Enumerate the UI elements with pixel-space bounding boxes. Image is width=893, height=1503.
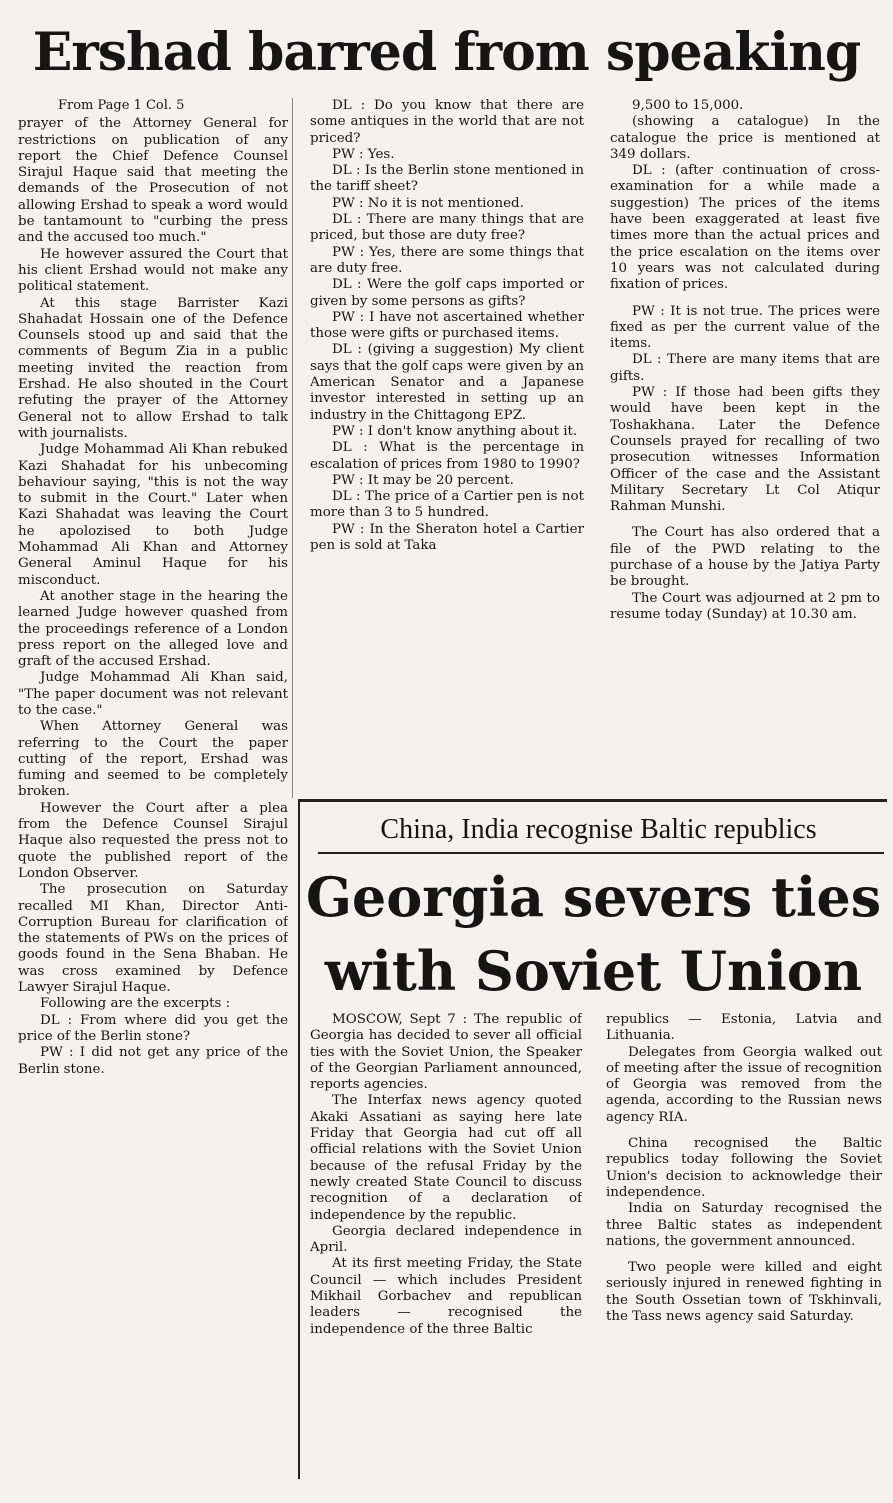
second-article-kicker: China, India recognise Baltic republics xyxy=(380,814,817,845)
paragraph: When Attorney General was referring to the Court the paper cutting of the report, Ershad was fuming and seemed to be completely broken. xyxy=(18,719,288,800)
paragraph: The Court was adjourned at 2 pm to resume today (Sunday) at 10.30 am. xyxy=(610,590,880,622)
paragraph: PW : Yes. xyxy=(332,146,395,162)
paragraph: However the Court after a plea from the Defence Counsel Sirajul Haque also requested the press not to quote the published report of the London Observer. xyxy=(18,800,288,881)
paragraph: PW : I don't know anything about it. xyxy=(332,423,578,439)
paragraph: The Interfax news agency quoted Akaki Assatiani as saying here late Friday that Georgia had cut off all official relations with the Soviet Union because of the refusal Friday by the newly created State Council to discuss recognition of a declaration of independence by the republic. xyxy=(310,1093,582,1223)
paragraph: DL : What is the percentage in escalation of prices from 1980 to 1990? xyxy=(310,440,584,472)
paragraph: MOSCOW, Sept 7 : The republic of Georgia has decided to sever all official ties with the Soviet Union, the Speaker of the Georgian Parliament announced, reports agencies. xyxy=(310,1012,582,1093)
paragraph: Two people were killed and eight seriously injured in renewed fighting in the South Ossetian town of Tskhinvali, the Tass news agency said Saturday. xyxy=(606,1260,882,1325)
paragraph: Judge Mohammad Ali Khan said, "The paper document was not relevant to the case." xyxy=(18,670,288,718)
paragraph: PW : It is not true. The prices were fixed as per the current value of the items. xyxy=(610,303,880,352)
main-article-column-2 xyxy=(310,98,584,798)
paragraph: At its first meeting Friday, the State Council — which includes President Mikhail Gorbachev and republican leaders — recognised the independence of the three Baltic xyxy=(310,1256,582,1337)
paragraph: Following are the excerpts : xyxy=(40,996,231,1012)
main-article-column-1 xyxy=(18,98,288,1470)
paragraph: India on Saturday recognised the three Baltic states as independent nations, the government announced. xyxy=(606,1201,882,1249)
paragraph: PW : I did not get any price of the Berlin stone. xyxy=(18,1045,288,1077)
paragraph: DL : There are many things that are priced, but those are duty free? xyxy=(310,212,584,244)
paragraph: Judge Mohammad Ali Khan rebuked Kazi Shahadat for his unbecoming behaviour saying, "this is not the way to submit in the Court." Later when Kazi Shahadat was leaving the Court he apolozised to both Judge Mohammad Ali Khan and Attorney General Aminul Haque for his misconduct. xyxy=(18,442,288,588)
paragraph: PW : It may be 20 percent. xyxy=(332,472,514,488)
paragraph: Delegates from Georgia walked out of meeting after the issue of recognition of Georgia was removed from the agenda, according to the Russian news agency RIA. xyxy=(606,1044,882,1125)
paragraph: PW : In the Sheraton hotel a Cartier pen is sold at Taka xyxy=(310,521,584,554)
paragraph: The Court has also ordered that a file of the PWD relating to the purchase of a house by the Jatiya Party be brought. xyxy=(610,525,880,590)
paragraph: PW : No it is not mentioned. xyxy=(332,195,524,211)
paragraph: Georgia declared independence in April. xyxy=(310,1223,582,1256)
paragraph: DL : (giving a suggestion) My client says that the golf caps were given by an American Senator and a Japanese investor interested in setting up an industry in the Chittagong EPZ. xyxy=(310,342,584,423)
article-separator-rule xyxy=(298,799,887,802)
paragraph: PW : Yes, there are some things that are duty free. xyxy=(310,244,584,276)
paragraph: DL : There are many items that are gifts. xyxy=(610,352,880,384)
column-divider xyxy=(292,98,293,798)
second-article-column-1 xyxy=(310,1012,582,1472)
paragraph: DL : Were the golf caps imported or given by some persons as gifts? xyxy=(310,277,584,309)
main-article-column-3 xyxy=(610,98,880,798)
main-headline: Ershad barred from speaking xyxy=(32,22,861,83)
paragraph: prayer of the Attorney General for restrictions on publication of any report the Chief Defence Counsel Sirajul Haque said that meeting the demands of the Prosecution of not allowing Ershad to speak a word would be tantamount to "curbing the press and the accused too much." xyxy=(18,116,288,246)
second-article-column-2 xyxy=(606,1012,882,1472)
paragraph: The prosecution on Saturday recalled MI Khan, Director Anti-Corruption Bureau for clarification of the statements of PWs on the prices of goods found in the Sena Bhaban. He was cross examined by Defence Lawyer Sirajul Haque. xyxy=(18,882,288,996)
paragraph: republics — Estonia, Latvia and Lithuania. xyxy=(606,1012,882,1044)
paragraph: DL : (after continuation of cross-examination for a while made a suggestion) The prices of the items have been exaggerated at least five times more than the actual prices and the price escalation on the items over 10 years was not calculated during fixation of prices. xyxy=(610,163,880,293)
paragraph: (showing a catalogue) In the catalogue the price is mentioned at 349 dollars. xyxy=(610,114,880,162)
paragraph: He however assured the Court that his client Ershad would not make any political statement. xyxy=(18,246,288,295)
paragraph: PW : If those had been gifts they would have been kept in the Toshakhana. Later the Defence Counsels prayed for recalling of two prosecution witnesses Information Officer of the case and the Assistant Military Secretary Lt Col Atiqur Rahman Munshi. xyxy=(610,385,880,515)
paragraph: DL : The price of a Cartier pen is not more than 3 to 5 hundred. xyxy=(310,489,584,521)
kicker-underline xyxy=(318,852,884,854)
paragraph: At this stage Barrister Kazi Shahadat Hossain one of the Defence Counsels stood up and said that the comments of Begum Zia in a public meeting invited the reaction from Ershad. He also shouted in the Court refuting the prayer of the Attorney General not to allow Ershad to talk with journalists. xyxy=(18,295,288,441)
paragraph: DL : From where did you get the price of the Berlin stone? xyxy=(18,1012,288,1044)
paragraph: DL : Do you know that there are some antiques in the world that are not priced? xyxy=(310,98,584,146)
paragraph: DL : Is the Berlin stone mentioned in the tariff sheet? xyxy=(310,163,584,195)
continuation-dateline: From Page 1 Col. 5 xyxy=(58,98,185,113)
paragraph: PW : I have not ascertained whether those were gifts or purchased items. xyxy=(310,309,584,342)
second-article-headline: Georgia severs ties with Soviet Union xyxy=(305,865,882,1003)
paragraph: China recognised the Baltic republics today following the Soviet Union's decision to acknowledge their independence. xyxy=(606,1136,882,1200)
paragraph: 9,500 to 15,000. xyxy=(632,98,744,113)
paragraph: At another stage in the hearing the learned Judge however quashed from the proceedings reference of a London press report on the alleged love and graft of the accused Ershad. xyxy=(18,588,288,670)
